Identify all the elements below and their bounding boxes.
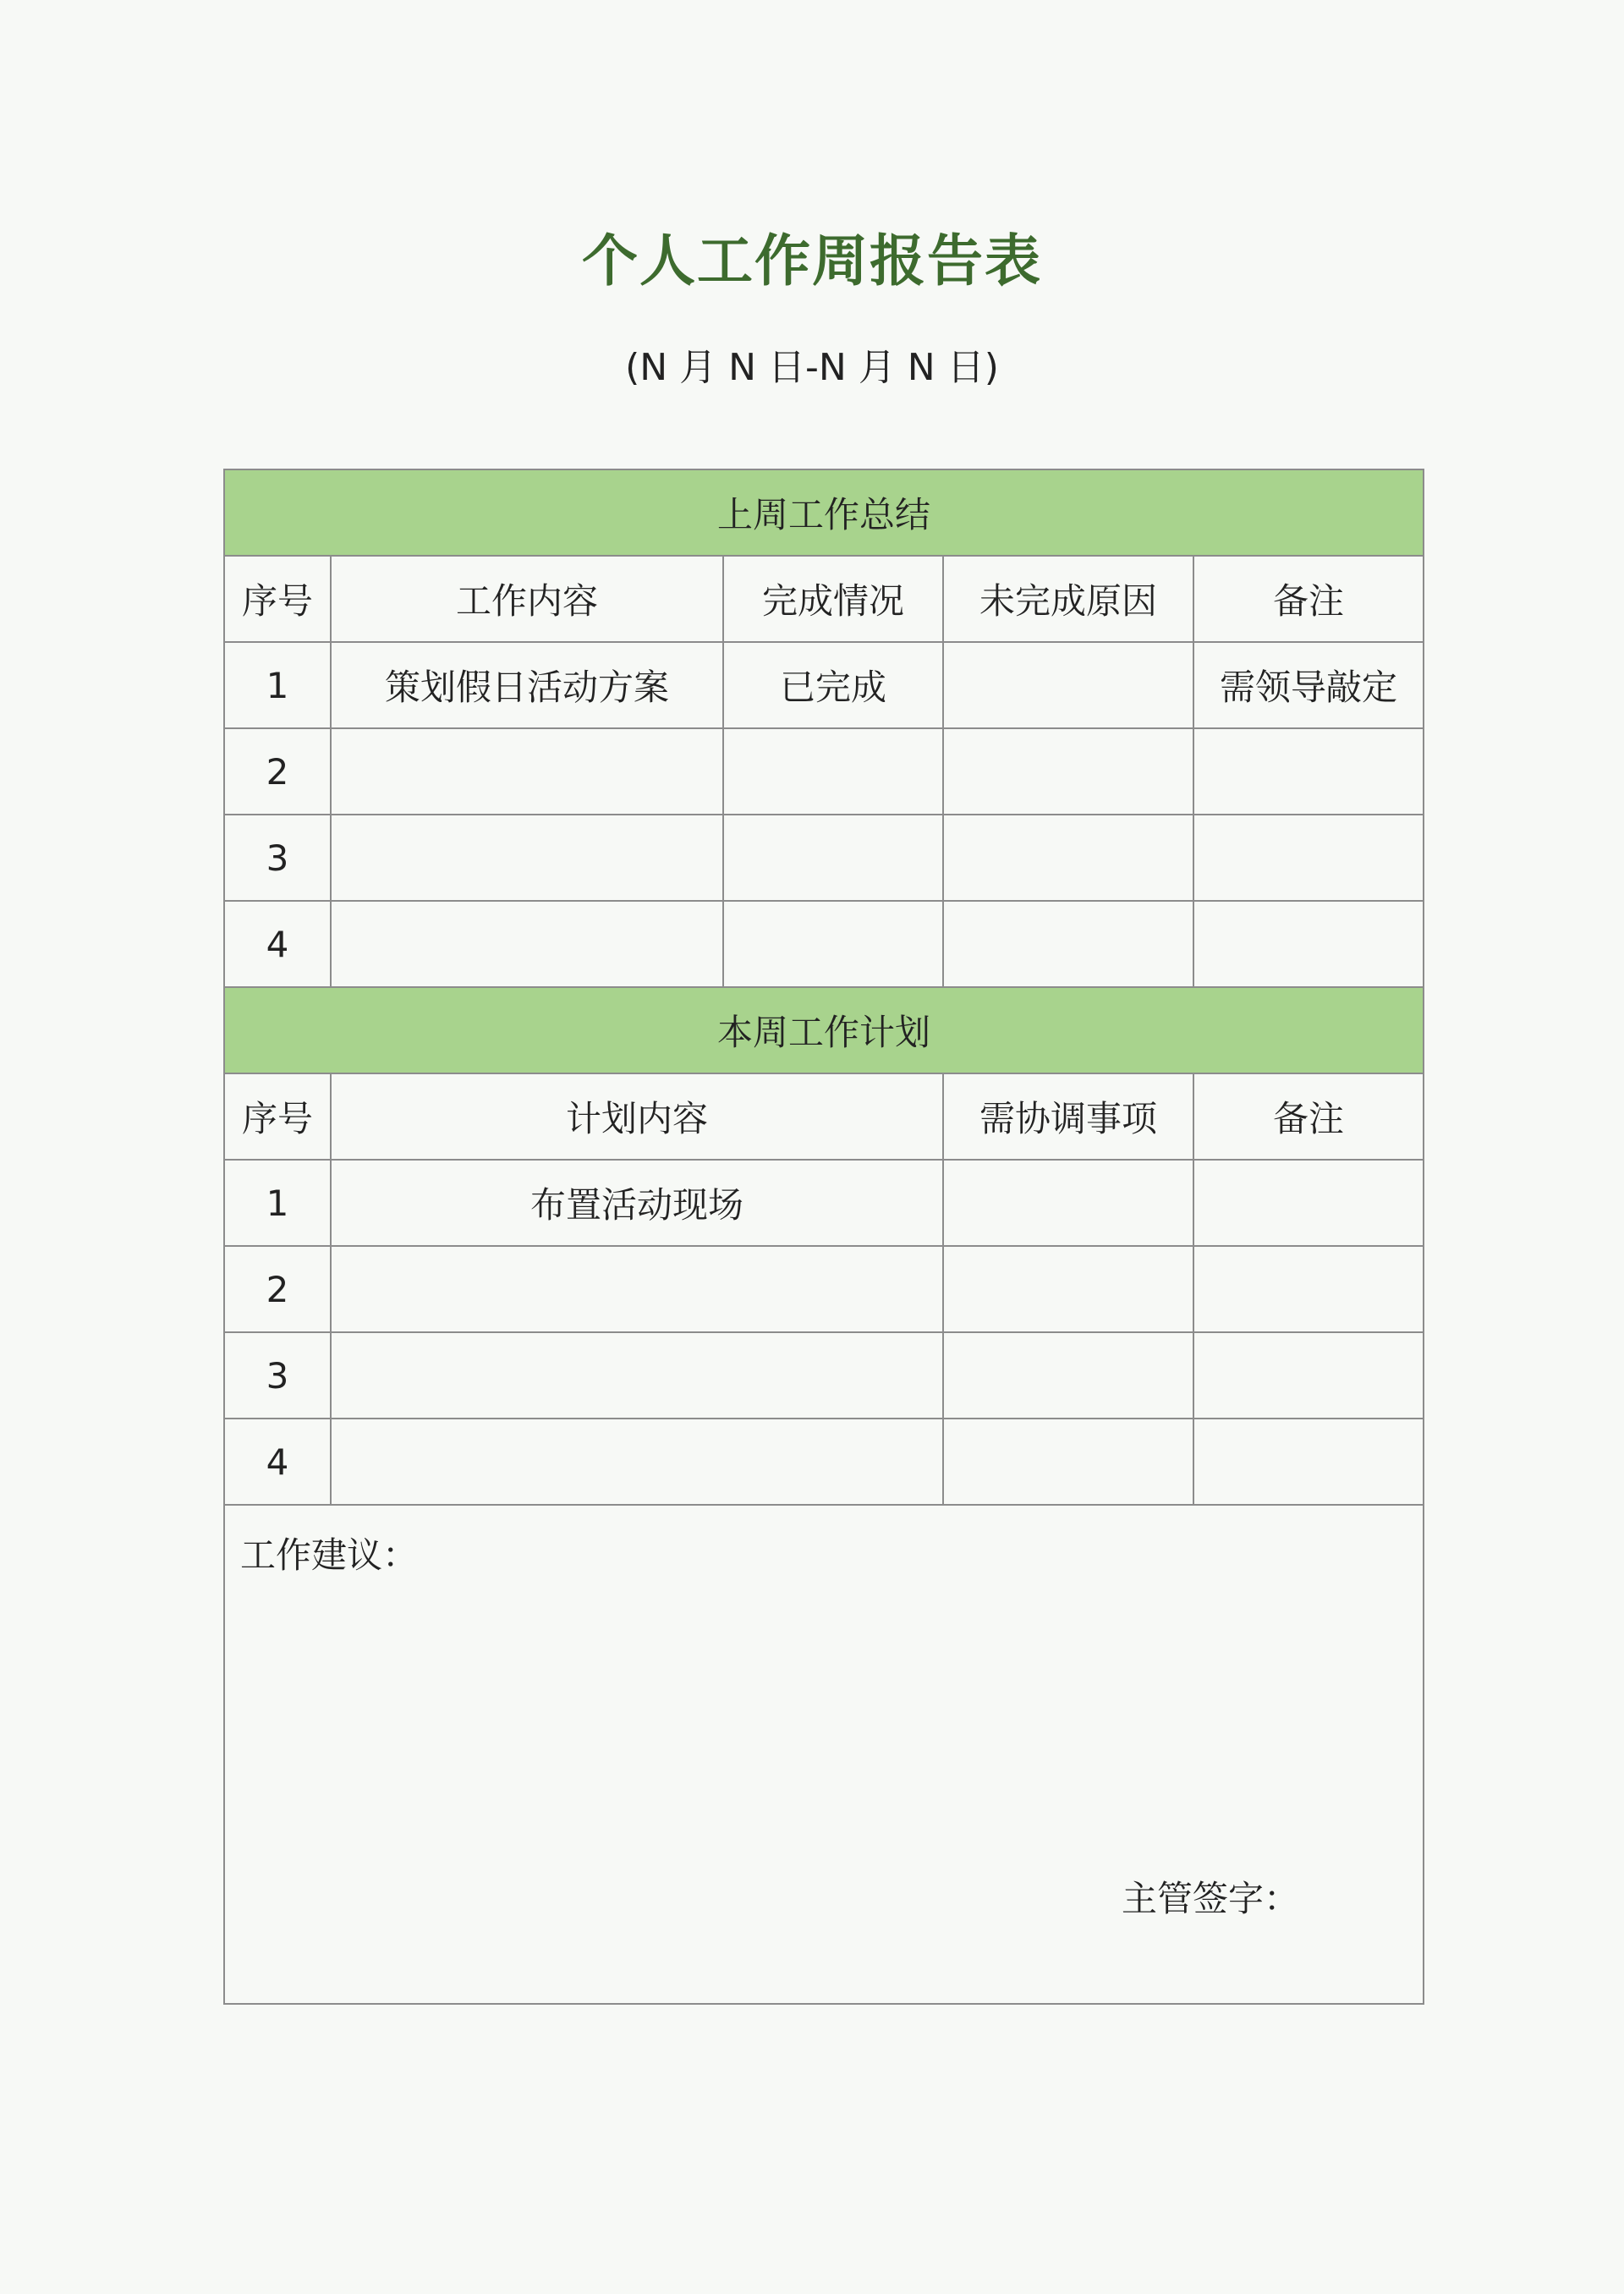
coordination-cell[interactable]: [943, 1160, 1193, 1246]
row-number: 1: [224, 642, 331, 728]
work-content-cell[interactable]: [331, 901, 723, 987]
reason-cell[interactable]: [943, 815, 1193, 901]
row-number: 4: [224, 1419, 331, 1505]
section-header-this-week: [224, 987, 1424, 1073]
reason-cell[interactable]: [943, 642, 1193, 728]
remark-cell[interactable]: [1193, 1160, 1424, 1246]
coordination-cell[interactable]: [943, 1332, 1193, 1419]
header-row-last-week: [224, 556, 1424, 642]
table-row: [224, 1246, 1424, 1332]
weekly-report-table: [223, 469, 1424, 2005]
work-advice-label: 工作建议：: [240, 1534, 419, 1576]
status-cell[interactable]: [723, 728, 943, 815]
table-row: [224, 901, 1424, 987]
header-cell: 未完成原因: [943, 556, 1193, 642]
status-cell[interactable]: [723, 901, 943, 987]
remark-cell[interactable]: [1193, 815, 1424, 901]
header-cell: 计划内容: [331, 1073, 943, 1160]
row-number: 3: [224, 815, 331, 901]
header-cell: 需协调事项: [943, 1073, 1193, 1160]
remark-cell[interactable]: [1193, 901, 1424, 987]
advice-row: [224, 1505, 1424, 2004]
header-cell: 工作内容: [331, 556, 723, 642]
header-row-this-week: [224, 1073, 1424, 1160]
remark-cell[interactable]: 需领导敲定: [1193, 642, 1424, 728]
status-cell[interactable]: 已完成: [723, 642, 943, 728]
table-row: [224, 1419, 1424, 1505]
work-content-cell[interactable]: [331, 815, 723, 901]
section-header-last-week: [224, 469, 1424, 556]
coordination-cell[interactable]: [943, 1419, 1193, 1505]
row-number: 3: [224, 1332, 331, 1419]
row-number: 1: [224, 1160, 331, 1246]
work-content-cell[interactable]: 策划假日活动方案: [331, 642, 723, 728]
header-cell: 完成情况: [723, 556, 943, 642]
table-row: [224, 728, 1424, 815]
table-row: [224, 815, 1424, 901]
date-range: (N 月 N 日-N 月 N 日): [625, 346, 999, 389]
coordination-cell[interactable]: [943, 1246, 1193, 1332]
header-cell: 备注: [1193, 1073, 1424, 1160]
plan-content-cell[interactable]: 布置活动现场: [331, 1160, 943, 1246]
remark-cell[interactable]: [1193, 1332, 1424, 1419]
status-cell[interactable]: [723, 815, 943, 901]
supervisor-signature-label: 主管签字：: [1122, 1878, 1300, 1919]
row-number: 4: [224, 901, 331, 987]
table-row: [224, 1332, 1424, 1419]
table-row: [224, 642, 1424, 728]
remark-cell[interactable]: [1193, 728, 1424, 815]
row-number: 2: [224, 728, 331, 815]
remark-cell[interactable]: [1193, 1246, 1424, 1332]
reason-cell[interactable]: [943, 728, 1193, 815]
section-title-last-week: 上周工作总结: [224, 469, 1424, 556]
row-number: 2: [224, 1246, 331, 1332]
work-advice-area[interactable]: [224, 1505, 1424, 2004]
plan-content-cell[interactable]: [331, 1419, 943, 1505]
plan-content-cell[interactable]: [331, 1246, 943, 1332]
remark-cell[interactable]: [1193, 1419, 1424, 1505]
header-cell: 序号: [224, 556, 331, 642]
plan-content-cell[interactable]: [331, 1332, 943, 1419]
page-title: 个人工作周报告表: [582, 228, 1042, 294]
work-content-cell[interactable]: [331, 728, 723, 815]
header-cell: 备注: [1193, 556, 1424, 642]
section-title-this-week: 本周工作计划: [224, 987, 1424, 1073]
reason-cell[interactable]: [943, 901, 1193, 987]
table-row: [224, 1160, 1424, 1246]
header-cell: 序号: [224, 1073, 331, 1160]
